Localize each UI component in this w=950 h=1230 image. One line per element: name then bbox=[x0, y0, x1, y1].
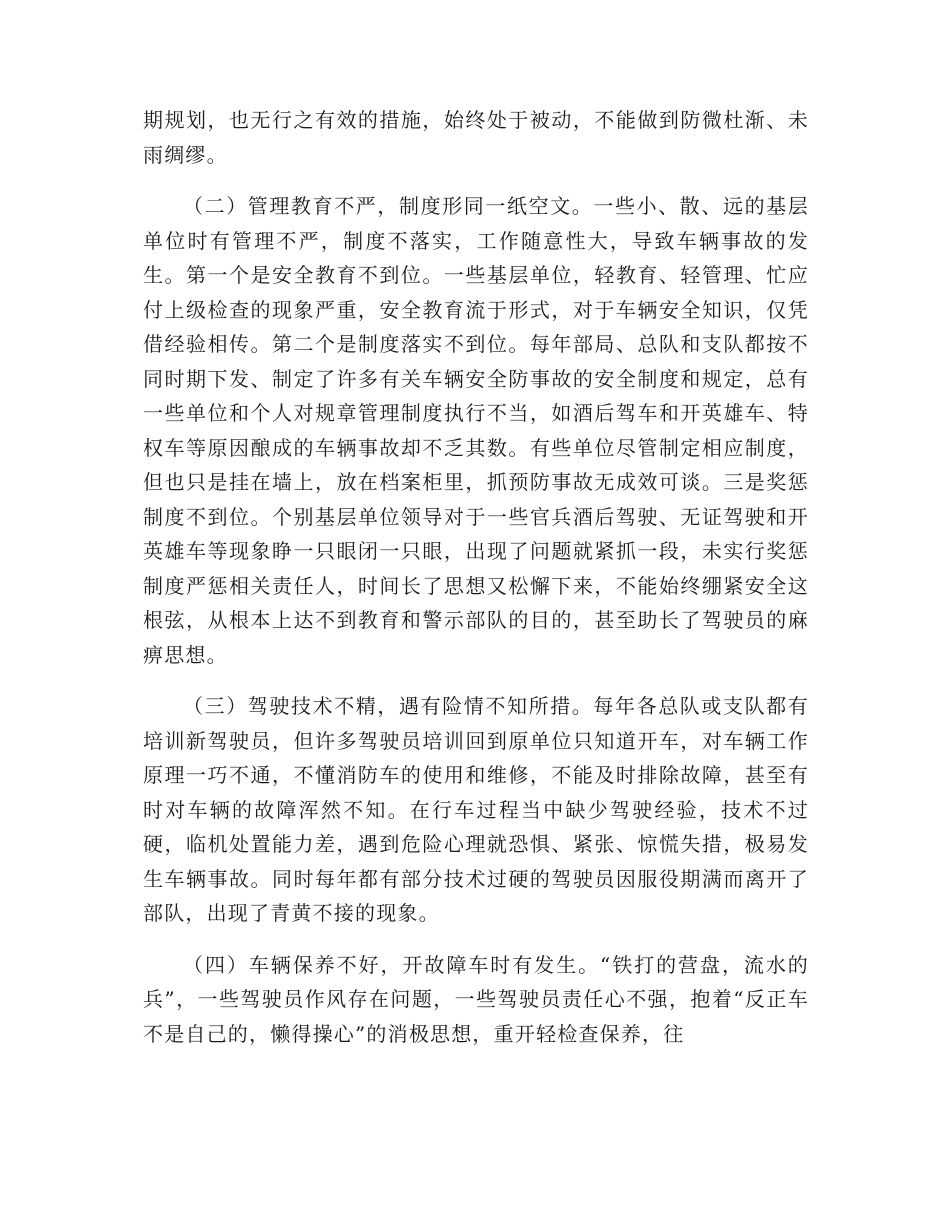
paragraph-continuation: 期规划，也无行之有效的措施，始终处于被动，不能做到防微杜渐、未雨绸缪。 bbox=[143, 108, 809, 167]
document-page bbox=[143, 103, 809, 1051]
paragraph-vehicle-maintenance: （四）车辆保养不好，开故障车时有发生。“铁打的营盘，流水的兵”，一些驾驶员作风存在问题，一些驾驶员责任心不强，抱着“反正车不是自己的，懒得操心”的消极思想，重开轻检查保养，往 bbox=[143, 952, 809, 1046]
paragraph-driving-skill: （三）驾驶技术不精，遇有险情不知所措。每年各总队或支队都有培训新驾驶员，但许多驾驶员培训回到原单位只知道开车，对车辆工作原理一巧不通，不懂消防车的使用和维修，不能及时排除故障，甚至有时对车辆的故障浑然不知。在行车过程当中缺少驾驶经验，技术不过硬，临机处置能力差，遇到危险心理就恐惧、紧张、惊慌失措，极易发生车辆事故。同时每年都有部分技术过硬的驾驶员因服役期满而离开了部队，出现了青黄不接的现象。 bbox=[143, 694, 809, 925]
paragraph-management-education: （二）管理教育不严，制度形同一纸空文。一些小、散、远的基层单位时有管理不严，制度不落实，工作随意性大，导致车辆事故的发生。第一个是安全教育不到位。一些基层单位，轻教育、轻管理、忙应付上级检查的现象严重，安全教育流于形式，对于车辆安全知识，仅凭借经验相传。第二个是制度落实不到位。每年部局、总队和支队都按不同时期下发、制定了许多有关车辆安全防事故的安全制度和规定，总有一些单位和个人对规章管理制度执行不当，如酒后驾车和开英雄车、特权车等原因酿成的车辆事故却不乏其数。有些单位尽管制定相应制度，但也只是挂在墙上，放在档案柜里，抓预防事故无成效可谈。三是奖惩制度不到位。个别基层单位领导对于一些官兵酒后驾驶、无证驾驶和开英雄车等现象睁一只眼闭一只眼，出现了问题就紧抓一段，未实行奖惩制度严惩相关责任人，时间长了思想又松懈下来，不能始终绷紧安全这根弦，从根本上达不到教育和警示部队的目的，甚至助长了驾驶员的麻痹思想。 bbox=[143, 194, 809, 667]
